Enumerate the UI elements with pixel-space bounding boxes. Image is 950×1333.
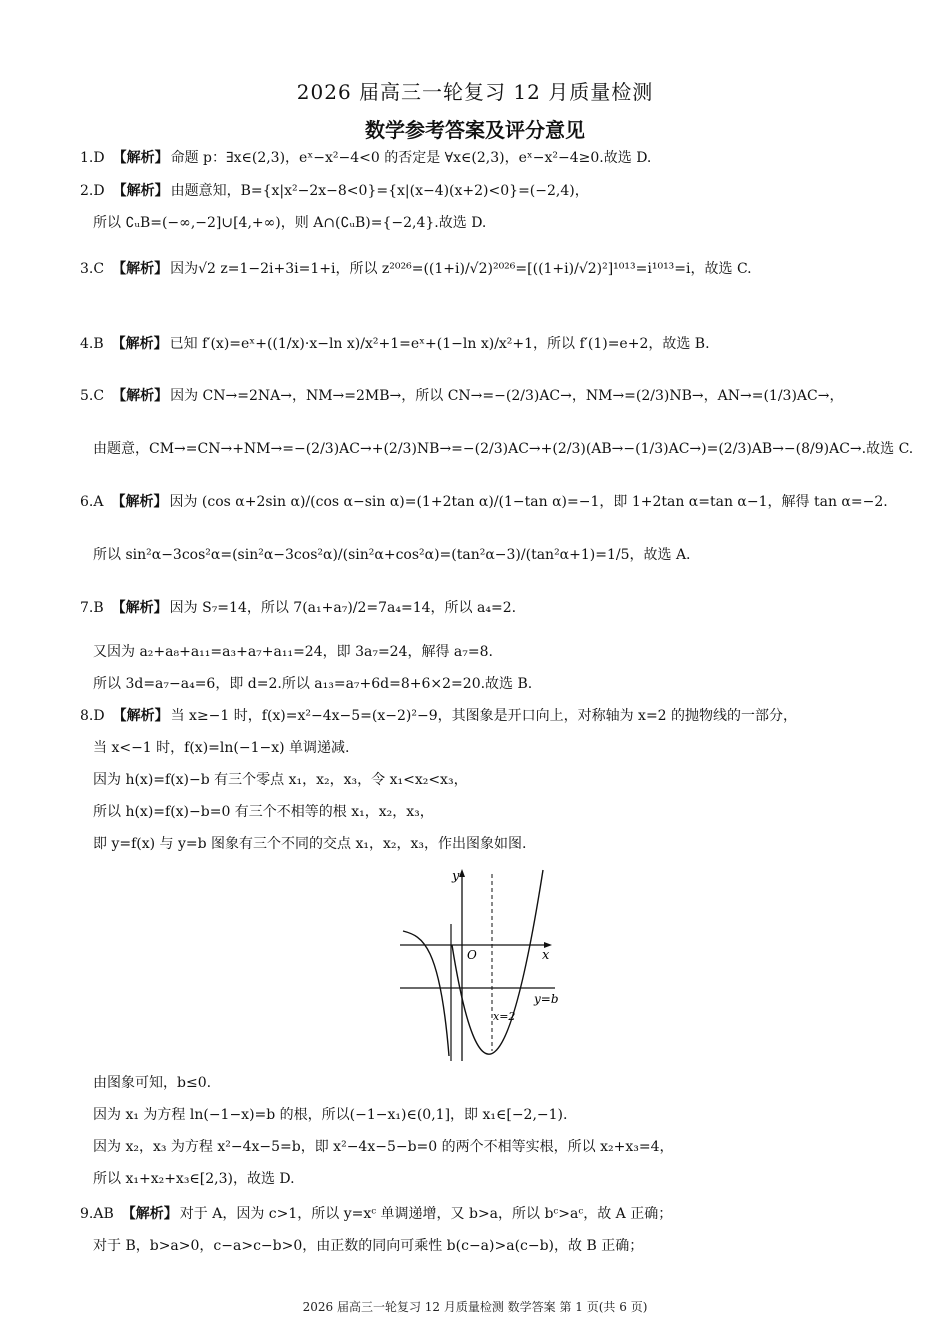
analysis-tag: 【解析】 [111, 600, 168, 616]
answer-text: 因为 x₂，x₃ 为方程 x²−4x−5=b，即 x²−4x−5−b=0 的两个不相等实根，所以 x₂+x₃=4， [93, 1139, 674, 1155]
answer-line-4 [80, 259, 752, 279]
answer-text: 由题意，CM→=CN→+NM→=−(2/3)AC→+(2/3)NB→=−(2/3)AC→+(2/3)(AB→−(1/3)AC→)=(2/3)AB→−(8/9)AC→.故选 C. [93, 441, 914, 457]
answer-line-15 [93, 770, 468, 790]
page-footer: 2026 届高三一轮复习 12 月质量检测 数学答案 第 1 页(共 6 页) [302, 1300, 648, 1314]
answer-number: 7.B [80, 600, 104, 616]
answer-text: 当 x≥−1 时，f(x)=x²−4x−5=(x−2)²−9，其图象是开口向上，对称轴为 x=2 的抛物线的一部分， [170, 708, 798, 724]
answer-text: 由题意知，B={x|x²−2x−8<0}={x|(x−4)(x+2)<0}=(−2,4)， [170, 183, 589, 199]
answer-text: 又因为 a₂+a₈+a₁₁=a₃+a₇+a₁₁=24，即 3a₇=24，解得 a₇=8. [93, 644, 493, 660]
answer-text: 因为 h(x)=f(x)−b 有三个零点 x₁，x₂，x₃，令 x₁<x₂<x₃， [93, 772, 468, 788]
answer-text: 因为 (cos α+2sin α)/(cos α−sin α)=(1+2tan α)/(1−tan α)=−1，即 1+2tan α=tan α−1，解得 tan α=−2. [169, 494, 888, 510]
answer-text: 因为 S₇=14，所以 7(a₁+a₇)/2=7a₄=14，所以 a₄=2. [169, 600, 517, 616]
answer-line-1 [80, 148, 651, 168]
answer-line-18 [93, 1073, 211, 1093]
log-branch-curve [403, 931, 449, 1056]
answer-text: 因为 CN→=2NA→，NM→=2MB→，所以 CN→=−(2/3)AC→，NM→=(2/3)NB→，AN→=(1/3)AC→， [170, 388, 844, 404]
answer-text: 对于 B，b>a>0，c−a>c−b>0，由正数的同向可乘性 b(c−a)>a(c−b)，故 B 正确； [93, 1238, 644, 1254]
function-graph [395, 866, 565, 1066]
answer-line-11 [93, 642, 493, 662]
answer-line-2 [80, 181, 589, 201]
parabola-curve [452, 870, 543, 1054]
symmetry-axis-label: x=2 [493, 1010, 516, 1023]
answer-number: 6.A [80, 494, 104, 510]
answer-text: 所以 3d=a₇−a₄=6，即 d=2.所以 a₁₃=a₇+6d=8+6×2=20.故选 B. [93, 676, 533, 692]
x-axis-label: x [542, 948, 550, 963]
origin-label: O [467, 948, 477, 962]
answer-text: 所以 h(x)=f(x)−b=0 有三个不相等的根 x₁，x₂，x₃， [93, 804, 434, 820]
answer-line-9 [93, 545, 691, 565]
y-axis-arrow [459, 869, 465, 877]
analysis-tag: 【解析】 [112, 261, 169, 277]
answer-text: 所以 ∁ᵤB=(−∞,−2]∪[4,+∞)，则 A∩(∁ᵤB)={−2,4}.故选 D. [93, 215, 487, 231]
answer-line-5 [80, 334, 710, 354]
answer-number: 3.C [80, 261, 105, 277]
answer-line-12 [93, 674, 532, 694]
answer-text: 命题 p：∃x∈(2,3)，eˣ−x²−4<0 的否定是 ∀x∈(2,3)，eˣ−x²−4≥0.故选 D. [170, 150, 652, 166]
answer-text: 对于 A，因为 c>1，所以 y=xᶜ 单调递增，又 b>a，所以 bᶜ>aᶜ，故 A 正确； [179, 1206, 673, 1222]
answer-line-3 [93, 213, 486, 233]
analysis-tag: 【解析】 [112, 183, 169, 199]
answer-line-23 [93, 1236, 643, 1256]
analysis-tag: 【解析】 [112, 708, 169, 724]
answer-number: 2.D [80, 183, 105, 199]
answer-text: 由图象可知，b≤0. [93, 1075, 212, 1091]
answer-line-8 [80, 492, 888, 512]
page-title: 2026 届高三一轮复习 12 月质量检测 [296, 80, 654, 104]
analysis-tag: 【解析】 [111, 494, 168, 510]
answer-text: 所以 sin²α−3cos²α=(sin²α−3cos²α)/(sin²α+cos²α)=(tan²α−3)/(tan²α+1)=1/5，故选 A. [93, 547, 691, 563]
answer-number: 8.D [80, 708, 105, 724]
answer-line-16 [93, 802, 434, 822]
answer-line-6 [80, 386, 843, 406]
answer-number: 9.AB [80, 1206, 114, 1222]
answer-text: 因为 x₁ 为方程 ln(−1−x)=b 的根，所以(−1−x₁)∈(0,1]，即 x₁∈[−2,−1). [93, 1107, 568, 1123]
page-subtitle: 数学参考答案及评分意见 [365, 118, 585, 142]
answer-line-17 [93, 834, 526, 854]
line-b-label: y=b [534, 992, 559, 1006]
answer-text: 当 x<−1 时，f(x)=ln(−1−x) 单调递减. [93, 740, 350, 756]
answer-line-19 [93, 1105, 567, 1125]
answer-text: 所以 x₁+x₂+x₃∈[2,3)，故选 D. [93, 1171, 295, 1187]
answer-number: 4.B [80, 336, 104, 352]
answer-line-20 [93, 1137, 673, 1157]
answer-text: 因为√2 z=1−2i+3i=1+i，所以 z²⁰²⁶=((1+i)/√2)²⁰²⁶=[((1+i)/√2)²]¹⁰¹³=i¹⁰¹³=i，故选 C. [170, 261, 752, 277]
answer-line-7 [93, 439, 913, 459]
answer-line-14 [93, 738, 349, 758]
analysis-tag: 【解析】 [112, 150, 169, 166]
analysis-tag: 【解析】 [112, 388, 169, 404]
answer-line-10 [80, 598, 516, 618]
analysis-tag: 【解析】 [121, 1206, 178, 1222]
answer-line-13 [80, 706, 797, 726]
answer-text: 即 y=f(x) 与 y=b 图象有三个不同的交点 x₁，x₂，x₃，作出图象如图. [93, 836, 527, 852]
answer-number: 5.C [80, 388, 105, 404]
answer-line-21 [93, 1169, 295, 1189]
answer-line-22 [80, 1204, 672, 1224]
answer-text: 已知 f′(x)=eˣ+((1/x)·x−ln x)/x²+1=eˣ+(1−ln x)/x²+1，所以 f′(1)=e+2，故选 B. [169, 336, 710, 352]
answer-number: 1.D [80, 150, 105, 166]
analysis-tag: 【解析】 [111, 336, 168, 352]
y-axis-label: y [452, 869, 460, 884]
